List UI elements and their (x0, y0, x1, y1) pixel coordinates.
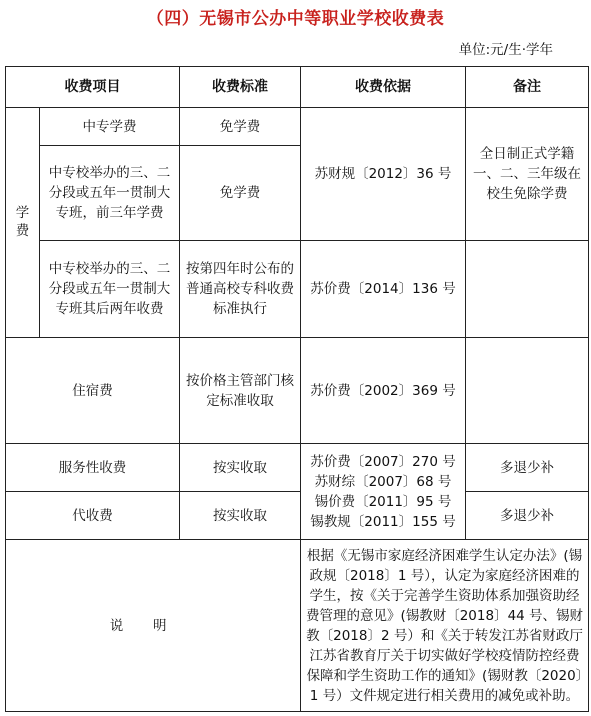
shared-basis-line: 锡价费〔2011〕95 号 (314, 493, 452, 510)
header-note: 备注 (466, 67, 589, 108)
tuition-note-3 (466, 241, 589, 338)
header-row (6, 67, 589, 108)
table-row (6, 108, 589, 146)
table-row (6, 444, 589, 492)
header-item: 收费项目 (6, 67, 180, 108)
table-row (6, 492, 589, 540)
agency-fee-note: 多退少补 (466, 492, 589, 540)
shared-basis-line: 苏财综〔2007〕68 号 (314, 473, 452, 490)
tuition-basis-3: 苏价费〔2014〕136 号 (301, 241, 466, 338)
tuition-item-3: 中专校举办的三、二分段或五年一贯制大专班其后两年收费 (40, 241, 180, 338)
service-fee-standard: 按实收取 (180, 444, 301, 492)
agency-fee-standard: 按实收取 (180, 492, 301, 540)
explanation-label: 说明 (6, 540, 301, 712)
header-standard: 收费标准 (180, 67, 301, 108)
table-row (6, 540, 589, 712)
agency-fee-item: 代收费 (6, 492, 180, 540)
table-row (6, 338, 589, 444)
tuition-item-2: 中专校举办的三、二分段或五年一贯制大专班，前三年学费 (40, 146, 180, 241)
tuition-basis-1-2: 苏财规〔2012〕36 号 (301, 108, 466, 241)
lodging-note (466, 338, 589, 444)
shared-basis-line: 苏价费〔2007〕270 号 (310, 453, 456, 470)
service-fee-item: 服务性收费 (6, 444, 180, 492)
page-title: （四）无锡市公办中等职业学校收费表 (146, 9, 445, 29)
shared-basis-line: 锡教规〔2011〕155 号 (310, 513, 456, 530)
lodging-basis: 苏价费〔2002〕369 号 (301, 338, 466, 444)
header-basis: 收费依据 (301, 67, 466, 108)
service-fee-note: 多退少补 (466, 444, 589, 492)
tuition-item-1: 中专学费 (40, 108, 180, 146)
shared-basis (301, 444, 466, 540)
explanation-text: 根据《无锡市家庭经济困难学生认定办法》(锡政规〔2018〕1 号），认定为家庭经济困难的学生，按《关于完善学生资助体系加强资助经费管理的意见》(锡教财〔2018〕44 号、锡财教〔2018〕2 号）和《关于转发江苏省财政厅江苏省教育厅关于切实做好学校疫情防控经费保障和学生资助工作的通知》(锡财教〔2020〕1 号）文件规定进行相关费用的减免或补助。 (301, 540, 589, 712)
tuition-standard-3: 按第四年时公布的普通高校专科收费标准执行 (180, 241, 301, 338)
lodging-standard: 按价格主管部门核定标准收取 (180, 338, 301, 444)
table-row (6, 241, 589, 338)
unit-label: 单位:元/生·学年 (458, 42, 553, 58)
lodging-item: 住宿费 (6, 338, 180, 444)
fee-table (5, 66, 589, 712)
tuition-note-1-2: 全日制正式学籍一、二、三年级在校生免除学费 (466, 108, 589, 241)
tuition-standard-1: 免学费 (180, 108, 301, 146)
tuition-group-label: 学费 (6, 108, 40, 338)
tuition-standard-2: 免学费 (180, 146, 301, 241)
